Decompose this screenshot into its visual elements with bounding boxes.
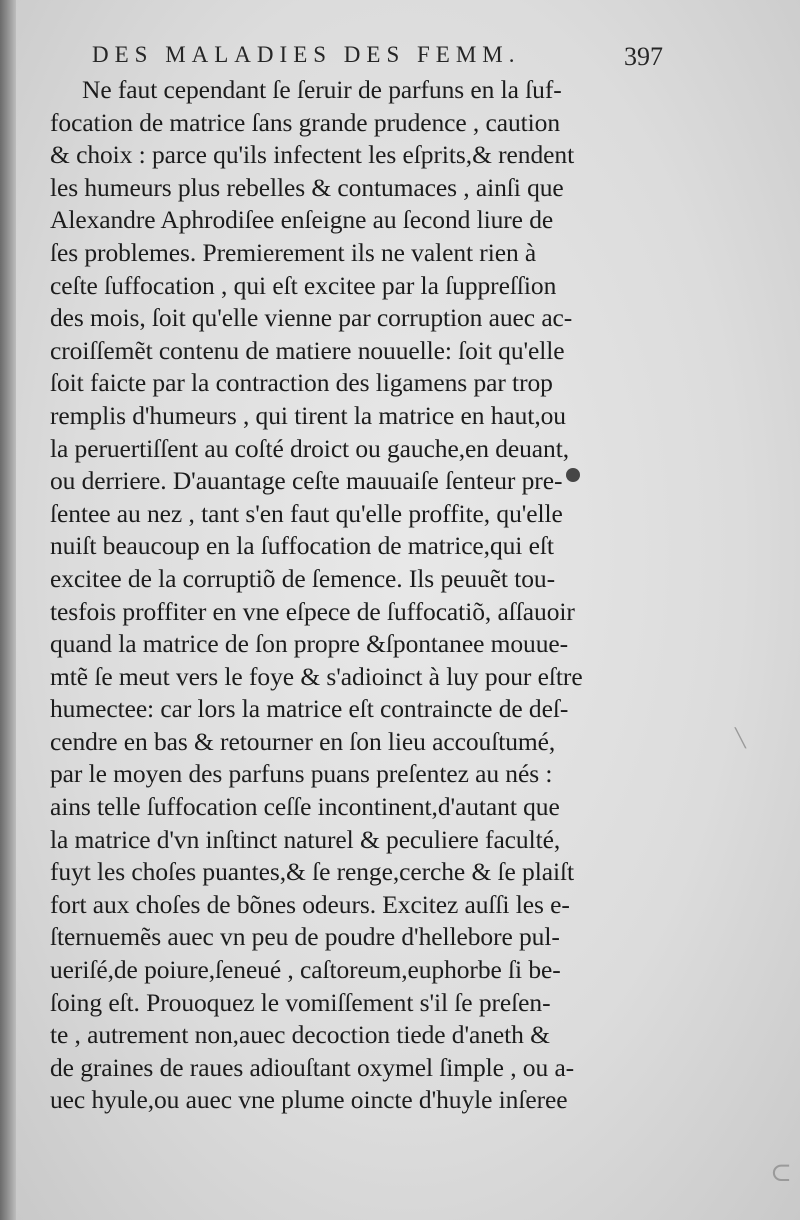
text-line: la peruertiſſent au coſté droict ou gauche,en deuant, [50, 433, 569, 463]
text-line: nuiſt beaucoup en la ſuffocation de matrice,qui eſt [50, 531, 554, 561]
text-line: fort aux choſes de bõnes odeurs. Excitez auſſi les e- [50, 889, 570, 919]
page-number: 397 [624, 42, 663, 71]
text-line: des mois, ſoit qu'elle vienne par corruption auec ac- [50, 303, 573, 333]
text-line: Ne faut cependant ſe ſeruir de parfuns en la ſuf- [82, 75, 562, 104]
text-line: excitee de la corruptiõ de ſemence. Ils peuuẽt tou- [50, 563, 555, 593]
text-line: & choix : parce qu'ils infectent les eſprits,& rendent [50, 140, 575, 170]
text-line: ſoing eſt. Prouoquez le vomiſſement s'il ſe preſen- [50, 987, 551, 1017]
margin-mark: ⊂ [770, 1158, 792, 1188]
text-line: quand la matrice de ſon propre &ſpontanee mouue- [50, 629, 569, 659]
text-line: mtẽ ſe meut vers le foye & s'adioinct à luy pour eſtre [50, 661, 583, 691]
text-line: fuyt les choſes puantes,& ſe renge,cerche & ſe plaiſt [50, 857, 574, 887]
text-line: ſentee au nez , tant s'en faut qu'elle proffite, qu'elle [50, 498, 563, 528]
text-line: ſes problemes. Premierement ils ne valent rien à [50, 237, 537, 267]
running-head: DES MALADIES DES FEMM. [92, 42, 521, 67]
text-line: focation de matrice ſans grande prudence , caution [50, 107, 561, 137]
text-line: Alexandre Aphrodiſee enſeigne au ſecond liure de [50, 205, 554, 235]
text-line: croiſſemẽt contenu de matiere nouuelle: ſoit qu'elle [50, 335, 565, 365]
text-line: ou derriere. D'auantage ceſte mauuaiſe ſenteur pre- [50, 466, 563, 496]
text-line: les humeurs plus rebelles & contumaces , ainſi que [50, 172, 564, 202]
text-line: la matrice d'vn inſtinct naturel & peculiere faculté, [50, 824, 561, 854]
text-line: par le moyen des parfuns puans preſentez au nés : [50, 759, 553, 789]
text-line: ſternuemẽs auec vn peu de poudre d'hellebore pul- [50, 922, 560, 952]
text-line: de graines de raues adiouſtant oxymel ſimple , ou a- [50, 1052, 575, 1082]
text-line: ſoit faicte par la contraction des ligamens par trop [50, 368, 553, 398]
text-line: humectee: car lors la matrice eſt contraincte de deſ- [50, 694, 569, 724]
text-line: tesfois proffiter en vne eſpece de ſuffocatiõ, aſſauoir [50, 596, 575, 626]
scanner-edge [0, 0, 16, 1220]
text-line: ueriſé,de poiure,ſeneué , caſtoreum,euphorbe ſi be- [50, 955, 561, 985]
text-line: ains telle ſuffocation ceſſe incontinent,d'autant que [50, 792, 560, 822]
text-line: ceſte ſuffocation , qui eſt excitee par la ſuppreſſion [50, 270, 557, 300]
text-line: cendre en bas & retourner en ſon lieu accouſtumé, [50, 726, 556, 756]
text-line: te , autrement non,auec decoction tiede d'aneth & [50, 1020, 550, 1050]
margin-tick: ╲ [735, 728, 746, 749]
text-line: remplis d'humeurs , qui tirent la matrice en haut,ou [50, 400, 566, 430]
text-line: uec hyule,ou auec vne plume oincte d'huyle inſeree [50, 1085, 568, 1115]
body-text [50, 74, 710, 1117]
